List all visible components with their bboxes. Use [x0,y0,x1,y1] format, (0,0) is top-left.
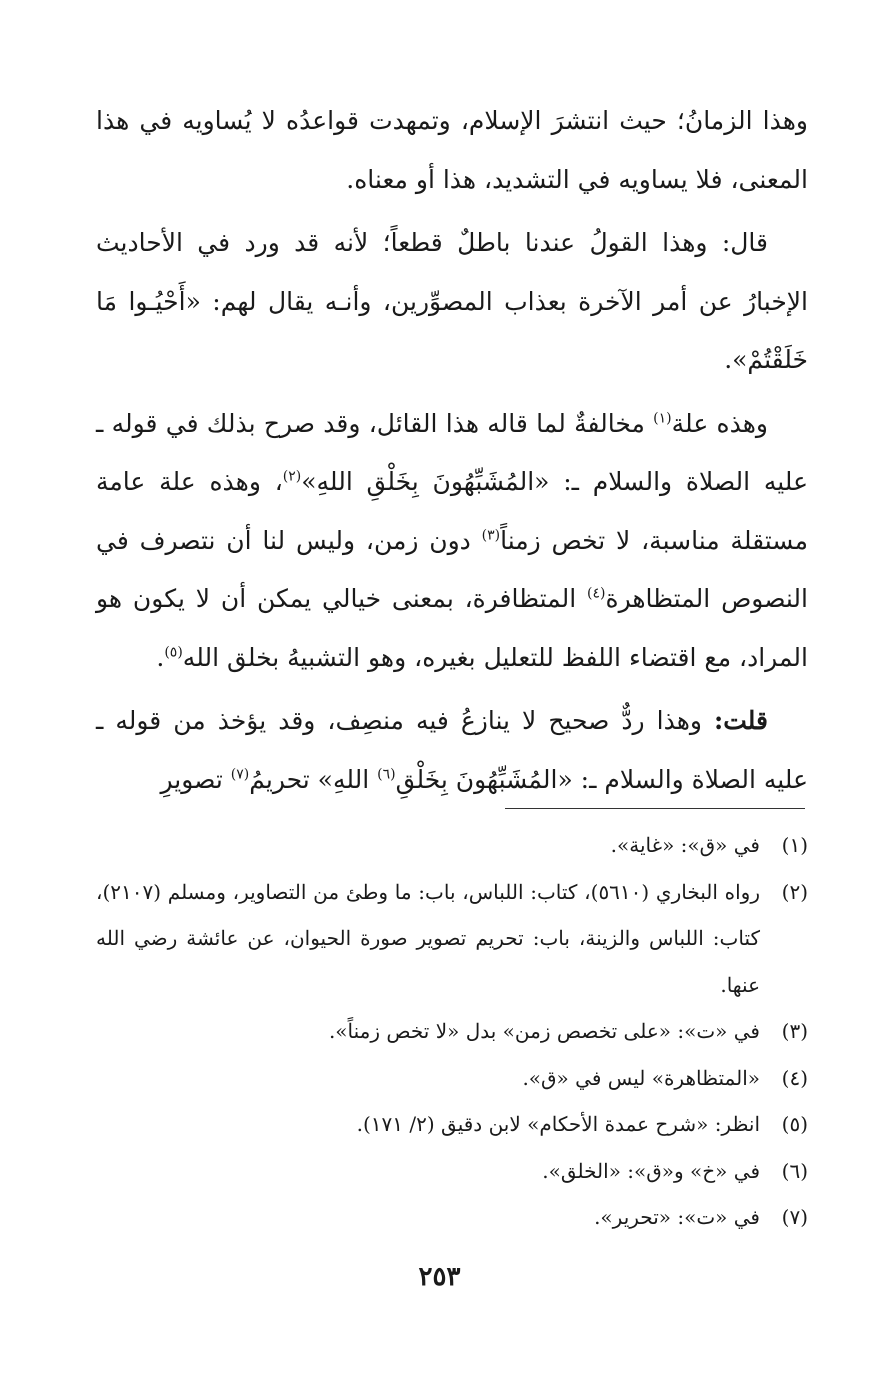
paragraph-3-text: وهذه علة [671,408,768,438]
footnote-ref-6: (٦) [377,766,396,783]
paragraph-2-text: قال: وهذا القولُ عندنا باطلٌ قطعاً؛ لأنه قد ورد في الأحاديث الإخبارُ عن أمر الآخرة بعذاب المصوِّرين، وأنـه يقال لهم: «أَحْيُـوا مَا خَلَقْتُمْ». [96,228,808,374]
footnote-ref-3: (٣) [481,527,501,544]
paragraph-1 [96,92,808,209]
footnote-number: (٢) [781,879,808,904]
footnote-text: في «خ» و«ق»: «الخلق». [542,1158,760,1183]
paragraph-3-text: مخالفةٌ لما قاله هذا القائل، وقد صرح بذلك في قوله ـ عليه الصلاة والسلام ـ: «المُشَبِّهُونَ بِخَلْقِ اللهِ» [96,408,809,496]
footnote-7 [96,1194,808,1241]
footnote-6 [96,1148,808,1195]
paragraph-4 [96,692,808,809]
footnote-text: في «ت»: «على تخصص زمن» بدل «لا تخص زمناً». [328,1019,760,1043]
footnote-2 [96,869,808,1009]
paragraph-2 [96,214,808,390]
paragraph-3 [96,395,808,688]
footnote-number: (٣) [781,1019,808,1043]
footnote-4 [96,1055,808,1102]
footnote-5 [96,1101,808,1148]
footnote-text: في «ق»: «غاية». [610,833,760,857]
footnote-number: (٤) [781,1065,808,1090]
paragraph-3-text: . [156,642,165,672]
main-text [96,92,808,814]
footnote-text: «المتظاهرة» ليس في «ق». [522,1065,760,1090]
footnote-number: (٥) [781,1112,808,1136]
paragraph-1-text: وهذا الزمانُ؛ حيث انتشرَ الإسلام، وتمهدت قواعدُه لا يُساويه في هذا المعنى، فلا يساويه في التشديد، هذا أو معناه. [96,106,808,194]
footnotes [96,822,808,1241]
footnote-number: (٧) [781,1205,808,1229]
footnote-ref-2: (٢) [282,468,302,485]
footnote-ref-7: (٧) [230,766,250,783]
footnote-ref-4: (٤) [587,585,606,602]
footnote-text: في «ت»: «تحرير». [594,1205,760,1229]
footnote-number: (٦) [781,1158,808,1183]
footnote-text: انظر: «شرح عمدة الأحكام» لابن دقيق (٢/ ١٧١). [356,1112,760,1136]
footnote-ref-5: (٥) [164,644,183,661]
footnote-text: رواه البخاري (٥٦١٠)، كتاب: اللباس، باب: ما وطئ من التصاوير، ومسلم (٢١٠٧)، كتاب: اللباس والزينة، باب: تحريم تصوير صورة الحيوان، عن عائشة رضي الله عنها. [96,879,760,997]
footnote-1 [96,822,808,869]
footnote-ref-1: (١) [653,410,672,427]
paragraph-4-text: وهذا ردٌّ صحيح لا ينازعُ فيه منصِف، وقد يؤخذ من قوله ـ عليه الصلاة والسلام ـ: «المُشَبِّهُونَ بِخَلْقِ [96,706,808,794]
footnote-3 [96,1008,808,1055]
paragraph-4-text: تصويرِ [160,764,231,794]
paragraph-4-text: اللهِ» تحريمُ [249,764,378,794]
paragraph-3-text: ، وهذه علة عامة مستقلة مناسبة، لا تخص زمناً [96,467,808,555]
page-number: ٢٥٣ [418,1262,461,1292]
footnote-separator [505,808,805,809]
paragraph-3-text: المتظافرة، بمعنى خيالي يمكن أن لا يكون هو المراد، مع اقتضاء اللفظ للتعليل بغيره، وهو التشبيهُ بخلق الله [96,584,808,672]
paragraph-3-text: دون زمن، وليس لنا أن نتصرف في النصوص المتظاهرة [96,525,808,613]
paragraph-4-lead: قلت: [713,706,768,735]
footnote-number: (١) [781,833,808,857]
